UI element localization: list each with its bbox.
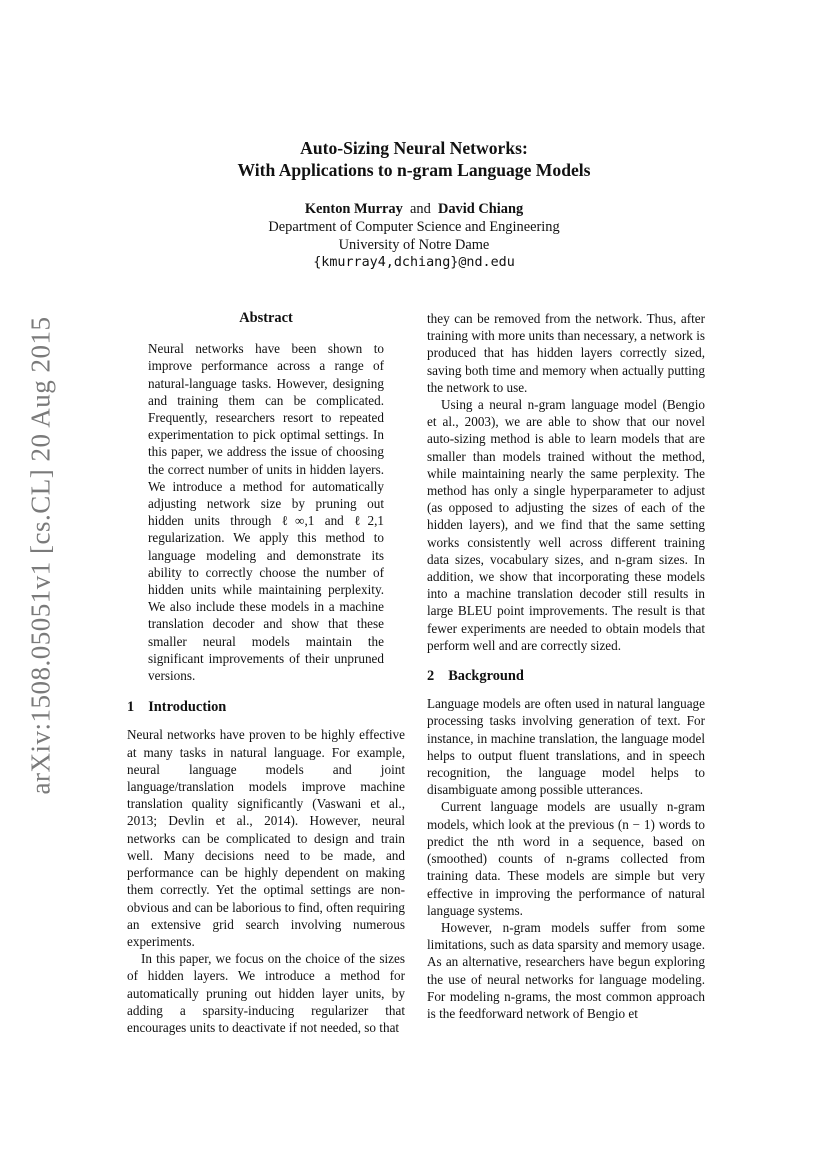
author-2: David Chiang: [437, 201, 524, 217]
background-paragraph-3: However, n-gram models suffer from some limitations, such as data sparsity and memory usage. As an alternative, researchers have begun exploring the use of neural networks for language modeling. For modeling n-grams, the most common approach is the feedforward network of Bengio et: [427, 919, 705, 1021]
abstract-heading: Abstract: [239, 310, 293, 326]
university: University of Notre Dame: [338, 237, 490, 253]
background-paragraph-1: Language models are often used in natural language processing tasks involving generation of text. For instance, in machine translation, the language model helps to output fluent translations, and in speech recognition, the language model helps to disambiguate among possible utterances.: [427, 696, 705, 798]
left-column: [127, 310, 405, 1036]
intro-paragraph-3: Using a neural n-gram language model (Bengio et al., 2003), we are able to show that our novel auto-sizing method is able to learn models that are smaller than models trained without the method, while maintaining nearly the same perplexity. The method has only a single hyperparameter to adjust (as opposed to adjusting the sizes of each of the hidden layers), and we find that the same setting works consistently well across different training data sizes, vocabulary sizes, and n-gram sizes. In addition, we show that incorporating these models into a machine translation decoder still results in large BLEU point improvements. The result is that fewer experiments are needed to obtain models that perform well and are correctly sized.: [427, 397, 705, 653]
section-2-title: Background: [448, 668, 524, 685]
section-1-title: Introduction: [148, 699, 227, 716]
email-address: {kmurray4,dchiang}@nd.edu: [313, 255, 515, 270]
intro-paragraph-1: Neural networks have proven to be highly effective at many tasks in natural language. For example, neural language models and joint language/translation models improve machine translation quality significantly (Vaswani et al., 2013; Devlin et al., 2014). However, neural networks can be complicated to design and train well. Many decisions need to be made, and performance can be highly dependent on making them correctly. Yet the optimal settings are non-obvious and can be laborious to find, often requiring an extensive grid search involving numerous experiments.: [127, 727, 405, 949]
department: Department of Computer Science and Engineering: [268, 219, 560, 235]
author-block: [0, 200, 828, 272]
intro-paragraph-2: In this paper, we focus on the choice of the sizes of hidden layers. We introduce a method for automatically pruning out hidden layer units, by adding a sparsity-inducing regularizer that encourages units to deactivate if not needed, so that: [127, 951, 405, 1035]
abstract-body: Neural networks have been shown to improve performance across a range of natural-language tasks. However, designing and training them can be complicated. Frequently, researchers resort to repeated experimentation to pick optimal settings. In this paper, we address the issue of choosing the correct number of units in hidden layers. We introduce a method for automatically adjusting network size by pruning out hidden units through ℓ∞,1 and ℓ2,1 regularization. We apply this method to language modeling and demonstrate its ability to correctly choose the number of hidden units while maintaining perplexity. We also include these models in a machine translation decoder and show that these smaller neural models maintain the significant improvements of their unpruned versions.: [148, 341, 384, 684]
section-1-heading: [127, 699, 405, 716]
title-line-2: With Applications to n-gram Language Models: [237, 160, 591, 180]
section-1-number: 1: [127, 699, 135, 716]
paper-title: [0, 137, 828, 181]
right-column: [427, 310, 705, 1022]
background-paragraph-2: Current language models are usually n-gram models, which look at the previous (n − 1) words to predict the nth word in a sequence, based on (smoothed) counts of n-grams collected from training data. These models are simple but very effective in improving the performance of natural language systems.: [427, 799, 705, 918]
arxiv-id-text: arXiv:1508.05051v1 [cs.CL] 20 Aug 2015: [25, 316, 56, 794]
author-conjunction: and: [409, 201, 431, 217]
section-2-heading: [427, 668, 705, 685]
author-names: [0, 200, 828, 218]
section-2-number: 2: [427, 668, 435, 685]
title-line-1: Auto-Sizing Neural Networks:: [300, 138, 528, 158]
arxiv-side-stamp: [19, 310, 63, 800]
author-1: Kenton Murray: [304, 201, 403, 217]
intro-paragraph-2-continued: they can be removed from the network. Thus, after training with more units than necessary, a network is produced that has hidden layers correctly sized, saving both time and memory when actually putting the network to use.: [427, 311, 705, 395]
